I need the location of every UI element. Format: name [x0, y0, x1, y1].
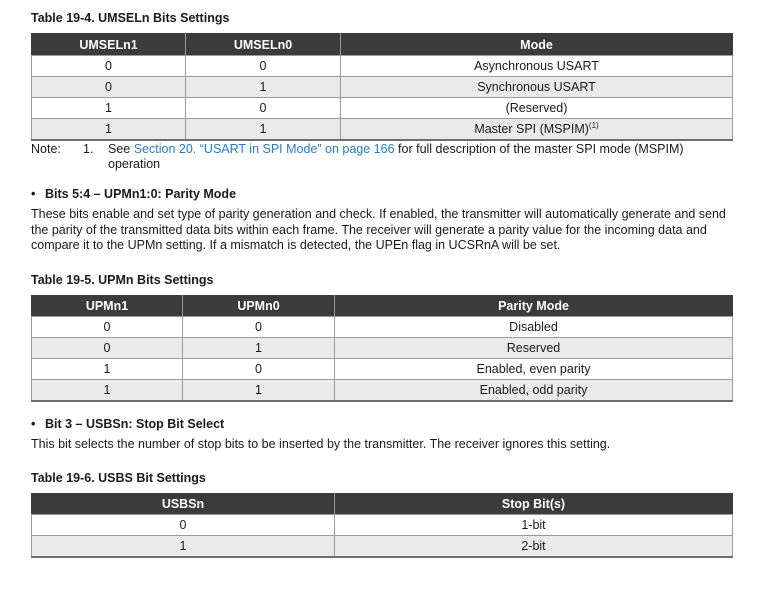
- table-19-5-caption: Table 19-5. UPMn Bits Settings: [31, 273, 214, 287]
- table-cell: 0: [32, 515, 335, 536]
- table-cell: Synchronous USART: [341, 77, 733, 98]
- table-row: [32, 77, 733, 98]
- table-cell: 1-bit: [335, 515, 733, 536]
- table-cell: (Reserved): [341, 98, 733, 119]
- note-continuation: operation: [108, 157, 161, 171]
- column-header: UMSELn1: [32, 34, 186, 56]
- column-header: Stop Bit(s): [335, 494, 733, 515]
- table-cell: [341, 119, 733, 140]
- table-cell: 1: [32, 359, 183, 380]
- note-label: Note:: [31, 142, 61, 156]
- table-cell: Enabled, even parity: [335, 359, 733, 380]
- table-cell: 1: [32, 380, 183, 401]
- table-cell: 1: [183, 338, 335, 359]
- table-row: [32, 515, 733, 536]
- table-row: [32, 317, 733, 338]
- parity-description: These bits enable and set type of parity generation and check. If enabled, the transmitter will automatically generate and send the parity of the transmitted data bits within each frame. The receiver will generate a parity value for the incoming data and compare it to the UPMn setting. If a mismatch is detected, the UPEn flag in UCSRnA will be set.: [31, 207, 726, 252]
- table-cell: 1: [32, 536, 335, 557]
- section-20-link[interactable]: Section 20. “USART in SPI Mode” on page 166: [133, 142, 395, 156]
- parity-heading: [31, 187, 236, 201]
- note-see: See: [108, 142, 131, 156]
- table-row: [32, 536, 733, 557]
- table-cell: 2-bit: [335, 536, 733, 557]
- table-cell: Asynchronous USART: [341, 56, 733, 77]
- table-note: [31, 142, 684, 156]
- column-header: UPMn1: [32, 296, 183, 317]
- table-row: [32, 56, 733, 77]
- umseln-table: [31, 33, 733, 141]
- table-cell: 0: [32, 56, 186, 77]
- table-cell: Enabled, odd parity: [335, 380, 733, 401]
- mode-text: Master SPI (MSPIM): [474, 121, 589, 136]
- table-cell: Disabled: [335, 317, 733, 338]
- heading-text: Bit 3 – USBSn: Stop Bit Select: [45, 417, 225, 431]
- bullet-icon: •: [31, 417, 36, 431]
- table-row: [32, 338, 733, 359]
- table-19-6-caption: Table 19-6. USBS Bit Settings: [31, 471, 206, 485]
- note-text: for full description of the master SPI mode (MSPIM): [398, 142, 684, 156]
- heading-text: Bits 5:4 – UPMn1:0: Parity Mode: [45, 187, 237, 201]
- table-row: [32, 380, 733, 401]
- column-header: USBSn: [32, 494, 335, 515]
- footnote-marker: (1): [588, 120, 599, 130]
- column-header: UMSELn0: [186, 34, 341, 56]
- table-cell: 0: [186, 56, 341, 77]
- table-cell: 1: [186, 119, 341, 140]
- table-cell: 0: [183, 359, 335, 380]
- stop-bit-description: This bit selects the number of stop bits to be inserted by the transmitter. The receiver ignores this setting.: [31, 437, 611, 451]
- table-cell: 1: [186, 77, 341, 98]
- column-header: Parity Mode: [335, 296, 733, 317]
- table-row: [32, 98, 733, 119]
- table-cell: 1: [183, 380, 335, 401]
- table-cell: 0: [32, 77, 186, 98]
- bullet-icon: •: [31, 187, 36, 201]
- note-number: 1.: [83, 142, 94, 156]
- table-cell: Reserved: [335, 338, 733, 359]
- column-header: Mode: [341, 34, 733, 56]
- table-cell: 0: [32, 338, 183, 359]
- usbs-table: [31, 493, 733, 558]
- table-cell: 1: [32, 119, 186, 140]
- table-row: [32, 119, 733, 140]
- table-19-4-caption: Table 19-4. UMSELn Bits Settings: [31, 11, 230, 25]
- table-cell: 0: [183, 317, 335, 338]
- table-row: [32, 359, 733, 380]
- table-cell: 0: [186, 98, 341, 119]
- stop-bit-heading: [31, 417, 224, 431]
- column-header: UPMn0: [183, 296, 335, 317]
- upmn-table: [31, 295, 733, 402]
- table-cell: 1: [32, 98, 186, 119]
- table-cell: 0: [32, 317, 183, 338]
